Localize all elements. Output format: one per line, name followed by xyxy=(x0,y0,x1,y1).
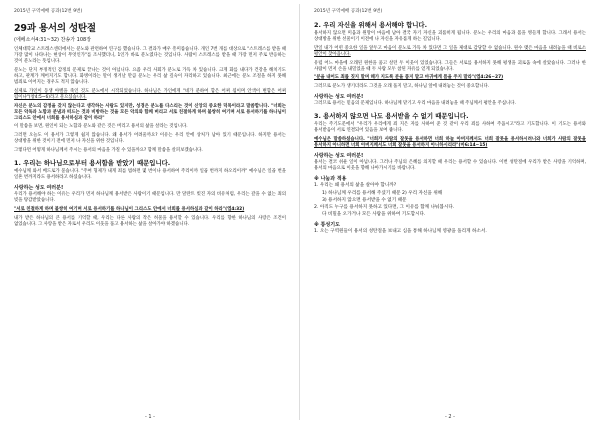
paragraph: 이 말씀을 보면, 원인이 되는 노함과 분노와 같은 것은 버리고 용서의 삶을 살라는 것입니다. xyxy=(14,124,188,130)
page-header: 2015년 구역예배 공과(12번 9번) xyxy=(14,9,83,14)
question-item: 1. 우리는 왜 용서의 삶을 살아야 합니까? xyxy=(314,183,397,189)
subheading: 사랑하는 성도 여러분! xyxy=(314,94,364,101)
paragraph: 그렇다면 어떻게 하나님께서 주시는 용서의 마음을 가질 수 있을까요? 함께 말씀을 살펴보겠습니다. xyxy=(14,147,203,153)
lesson-title: 29과 용서의 성탄절 xyxy=(14,23,96,34)
page-number: - 1 - xyxy=(145,414,155,420)
paragraph: 용서는 결코 쉬운 일이 아닙니다. 그러나 주님의 은혜를 의지할 때 우리는 용서할 수 있습니다. 이번 성탄절에 우리가 받은 사랑을 기억하며, 용서의 마음으로 이웃을 향해 나아가시기를 바랍니다. xyxy=(314,160,586,172)
section-heading: 3. 용서하지 않으면 나도 용서받을 수 없기 때문입니다. xyxy=(314,112,469,121)
answer-item: 다 비밀을 오가거나 모든 사람을 위하여 기도합시다. xyxy=(322,212,426,218)
paragraph: 우리는 주기도문에서 "우리가 우리에게 죄 지은 자를 사하여 준 것 같이 우리 죄를 사하여 주옵시고"라고 기도합니다. 이 기도는 용서와 용서받음이 서로 연결되어 있음을 보여 줍니다. xyxy=(314,122,586,134)
paragraph: 유럽 어느 마을에 오래된 원한을 품고 살던 두 이웃이 있었습니다. 그들은 서로를 용서하지 못해 평생을 괴로움 속에 살았습니다. 그러나 한 사람이 먼저 손을 내밀었을 때 두 사람 모두 참된 자유를 얻게 되었습니다. xyxy=(314,60,586,72)
answer-item: 1) 하나님께 우리를 용서해 주셨기 때문 2) 우리 자신을 위해 xyxy=(322,190,443,196)
paragraph: 인체대학교 스트레스센터에서는 분노와 관련하여 연구를 했습니다. 그 결과가 매우 흥미롭습니다. 개인 7번 개를 대상으로 "스트레스를 받을 때 가장 많이 나타나는 현상이 무엇인가"를 조사했더니, 1인가 바로 분노였다는 것입니다. 사람이 스트레스를 받을 때 가장 먼저 주로 반응하는 것이 분노라는 뜻입니다. xyxy=(14,47,286,65)
paragraph: 자신은 분노의 감정을 갖지 않는다고 생각하는 사람도 있지만, 성경은 분노를 다스리는 것이 신앙의 중요한 덕목이라고 말씀합니다. "너희는 모든 악독과 노함과 분냄과 떠드는 것과 비방하는 것을 모든 악의와 함께 버리고 서로 친절하게 하며 불쌍히 여기며 서로 용서하기를 하나님이 그리스도 안에서 너희를 용서하심과 같이 하라" xyxy=(14,103,286,121)
right-page xyxy=(304,0,596,424)
paragraph: 만일 내가 어떤 중요한 일을 앞두고 마음이 분노로 가득 차 있다면 그 일을 제대로 감당할 수 없습니다. 원수 맺은 마음을 내려놓을 때 비로소 평안이 찾아옵니다. xyxy=(314,45,586,57)
subheading: 사랑하는 성도 여러분! xyxy=(314,153,364,160)
paragraph: 그러므로 분노가 생기더라도 그것을 오래 품지 말고, 하나님 앞에 내려놓는 것이 중요합니다. xyxy=(314,84,490,90)
paragraph: 그러므로 용서는 믿음의 문제입니다. 하나님께 맡기고 우리 마음을 내려놓을 때 주님께서 평안을 주십니다. xyxy=(314,101,516,107)
question-item: 2. 아직도 누구를 용서하지 못하고 있다면, 그 이유를 함께 나눠봅시다. xyxy=(314,204,455,210)
page-number: - 2 - xyxy=(445,414,455,420)
paragraph: 용서하지 않으면 미움과 원망이 마음에 남아 결국 자기 자신을 괴롭히게 됩니다. 분노는 우리의 마음과 몸을 병들게 합니다. 그래서 용서는 상대방을 위한 선물이기 이전에 나 자신을 자유롭게 하는 길입니다. xyxy=(314,31,586,43)
subheading: 사랑하는 성도 여러분! xyxy=(14,185,64,192)
scripture-quote: "서로 친절하게 하며 불쌍히 여기며 서로 용서하기를 하나님이 그리스도 안에서 너희를 용서하심과 같이 하라"(엡4:32) xyxy=(14,206,245,212)
prayer-item: 1. 오는 구역원들이 용서의 성탄절을 보내고 심을 통해 하나님께 영광을 돌리게 하소서. xyxy=(314,229,487,235)
section-heading: 1. 우리는 하나님으로부터 용서함을 받았기 때문입니다. xyxy=(14,158,171,167)
section-heading: 2. 우리 자신을 위해서 용서해야 합니다. xyxy=(314,21,428,29)
paragraph: 그러면 오늘도 이 용서가 그렇게 쉽지 않습니다. 왜 용서가 어려울까요? 이유는 우리 안에 상처가 남아 있기 때문입니다. 하지만 용서는 상대방을 위한 것이기 전에 먼저 나 자신을 위한 것입니다. xyxy=(14,133,286,145)
paragraph: 우리가 용서해야 하는 이유는 우리가 먼저 하나님께 용서받은 사람이기 때문입니다. 만 달란트 빚진 자의 비유처럼, 우리는 갚을 수 없는 죄의 빚을 탕감받았습니다. xyxy=(14,192,286,204)
paragraph: 예수님께 와서 베드로가 묻습니다. "주여 형제가 내게 죄를 범하면 몇 번이나 용서하여 주리이까 일곱 번까지 하오리이까" 예수님은 일곱 번을 일흔 번까지라도 용서하라고 하셨습니다. xyxy=(14,168,286,181)
paragraph: 실제로 가인이 동생 아벨을 죽인 것도 분노에서 시작되었습니다. 하나님은 가인에게 "네가 분하여 함은 어찌 됨이며 안색이 변함은 어찌 됨이냐"(창4:5~6)라고 물으셨습니다. xyxy=(14,88,286,100)
paragraph: 내가 받은 하나님의 큰 용서를 기억할 때, 우리는 다른 사람의 작은 허물을 용서할 수 있습니다. 우리를 향한 하나님의 사랑은 조건이 없었습니다. 그 사랑을 받은 자로서 우리도 이웃을 품고 용서하는 삶을 살아가야 하겠습니다. xyxy=(14,215,286,227)
page-header: 2015년 구역예배 공과(12번 9번) xyxy=(314,9,383,14)
prayer-title: ※ 통성기도 xyxy=(314,222,340,229)
scripture-quote: "분을 내어도 죄를 짓지 말며 해가 지도록 분을 품지 말고 마귀에게 틈을 주지 말라"(엡4:26~27) xyxy=(314,75,504,81)
answer-item: 3) 용서하지 않으면 용서받을 수 없기 때문 xyxy=(322,197,407,203)
scripture-reference: (에베소서4:31~32) 찬송가 108장 xyxy=(14,37,92,43)
page-divider xyxy=(299,4,300,420)
sharing-title: ※ 나눔과 적용 xyxy=(314,176,347,183)
left-page xyxy=(4,0,296,424)
paragraph: 분노는 단지 부정적인 감정의 문제로 끝나는 것이 아닙니다. 요즘 우리 사회가 분노로 가득 차 있습니다. 크게 화를 내다가 건강을 해치기도 하고, 관계가 깨어지기도 합니다. 화병이라는 말이 생겨날 만큼 분노는 우리 삶 깊숙이 자리하고 있습니다. 최근에는 분노 조절을 하지 못해 범죄로 이어지는 경우도 적지 않습니다. xyxy=(14,67,286,86)
scripture-quote: 예수님은 말씀하셨습니다. "너희가 사람의 잘못을 용서하면 너희 하늘 아버지께서도 너희 잘못을 용서하시려니와 너희가 사람의 잘못을 용서하지 아니하면 너희 아버지께서도 너희 잘못을 용서하지 아니하시리라"(마6:14~15) xyxy=(314,137,586,149)
